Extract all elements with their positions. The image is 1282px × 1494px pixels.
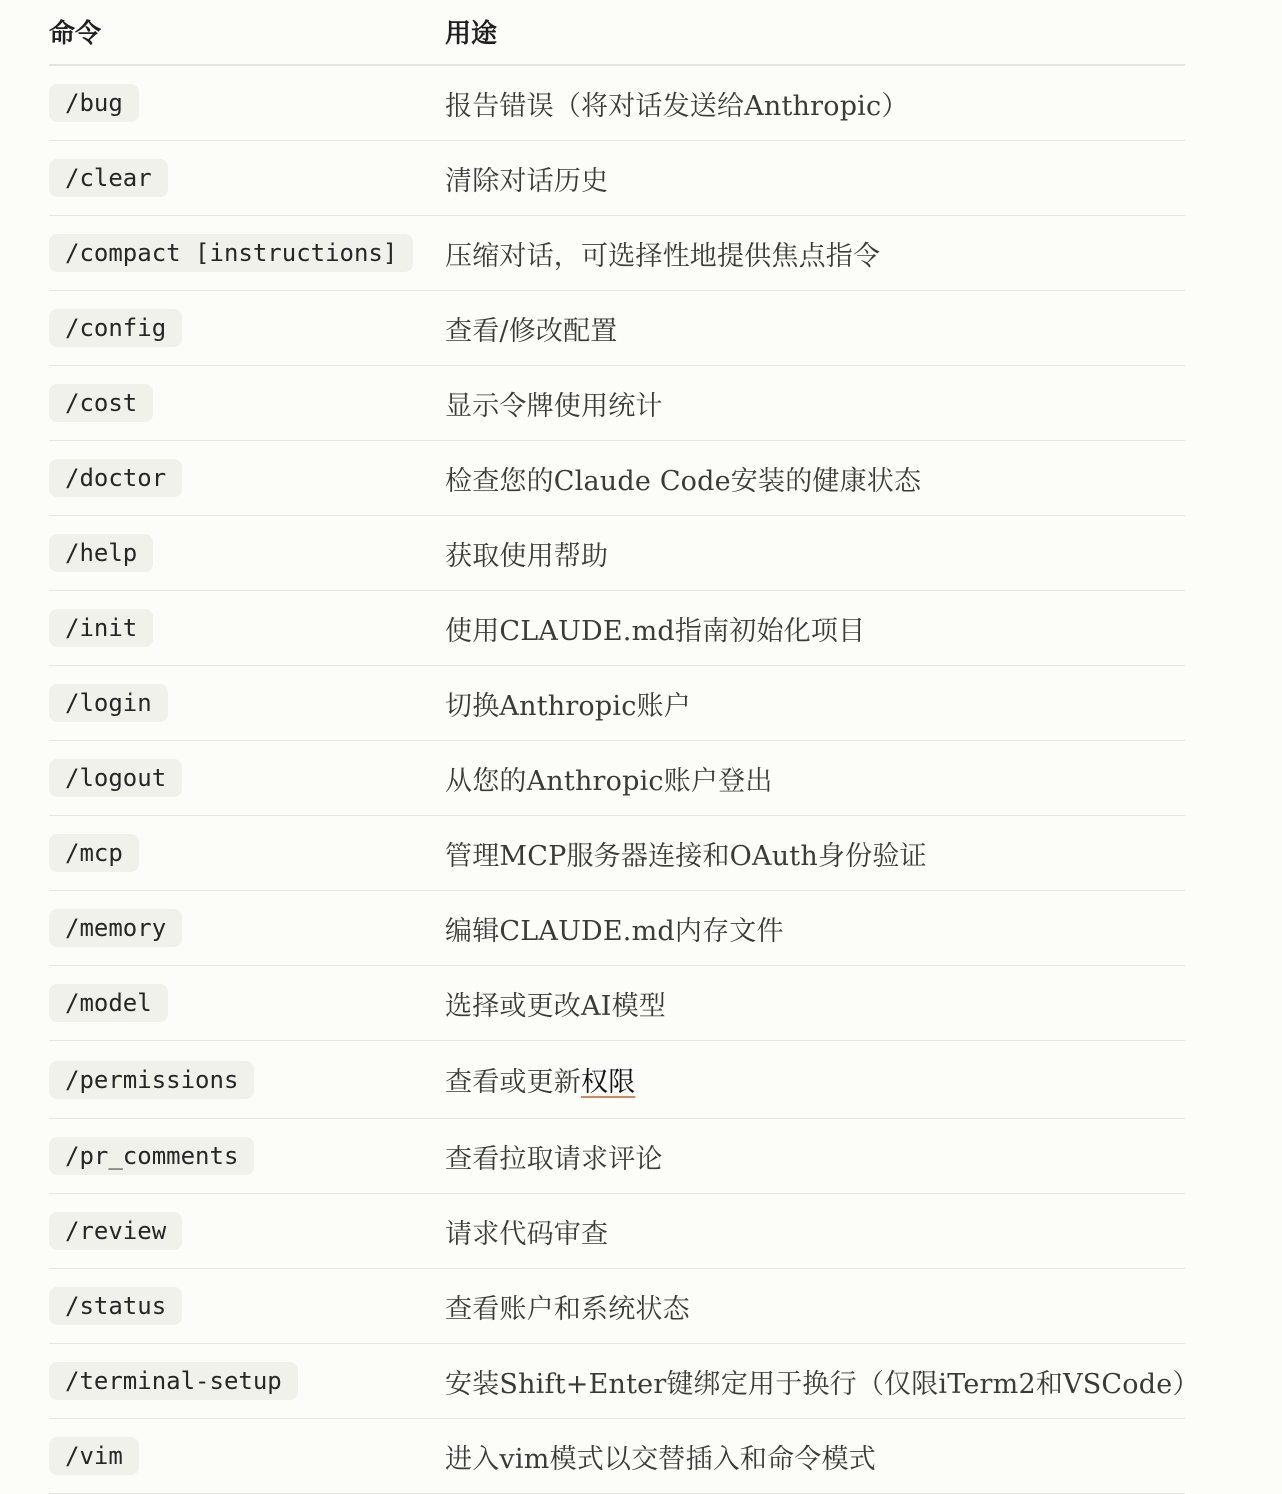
command-usage: 检查您的Claude Code安装的健康状态 [445,465,922,497]
command-code: /permissions [49,1061,254,1099]
header-command: 命令 [49,18,102,49]
commands-table [49,0,1200,1494]
table-row [49,591,1185,666]
command-usage: 从您的Anthropic账户登出 [445,765,773,797]
table-row [49,1041,1185,1119]
command-usage: 管理MCP服务器连接和OAuth身份验证 [445,840,927,872]
command-code: /config [49,309,182,347]
table-row [49,366,1185,441]
command-usage: 清除对话历史 [445,165,609,197]
table-row [49,966,1185,1041]
table-row [49,816,1185,891]
table-row [49,1344,1200,1419]
command-usage: 安装Shift+Enter键绑定用于换行（仅限iTerm2和VSCode） [445,1368,1200,1400]
command-code: /clear [49,159,168,197]
table-row [49,66,1185,141]
table-row [49,1419,1185,1494]
command-usage: 请求代码审查 [445,1218,609,1250]
command-code: /mcp [49,834,139,872]
command-usage: 报告错误（将对话发送给Anthropic） [445,90,909,122]
command-usage: 查看/修改配置 [445,315,618,347]
command-code: /review [49,1212,182,1250]
table-row [49,291,1185,366]
table-row [49,741,1185,816]
table-row [49,141,1185,216]
command-usage: 获取使用帮助 [445,540,609,572]
table-row [49,891,1185,966]
table-row [49,1194,1185,1269]
command-code: /doctor [49,459,182,497]
command-code: /compact [instructions] [49,234,413,272]
command-usage: 进入vim模式以交替插入和命令模式 [445,1443,876,1475]
usage-text: 查看或更新 [445,1067,581,1098]
command-usage: 编辑CLAUDE.md内存文件 [445,915,784,947]
command-code: /vim [49,1437,139,1475]
command-code: /terminal-setup [49,1362,298,1400]
table-row [49,1119,1185,1194]
command-code: /pr_comments [49,1137,254,1175]
command-usage: 切换Anthropic账户 [445,690,691,722]
command-usage [445,1060,1185,1099]
table-row [49,516,1185,591]
command-code: /bug [49,84,139,122]
command-code: /memory [49,909,182,947]
command-code: /login [49,684,168,722]
table-row [49,441,1185,516]
table-row [49,1269,1185,1344]
command-code: /status [49,1287,182,1325]
command-code: /cost [49,384,153,422]
table-row [49,216,1185,291]
command-usage: 选择或更改AI模型 [445,990,666,1022]
command-code: /model [49,984,168,1022]
command-usage: 查看拉取请求评论 [445,1143,663,1175]
command-code: /init [49,609,153,647]
command-usage: 查看账户和系统状态 [445,1293,690,1325]
command-usage: 使用CLAUDE.md指南初始化项目 [445,615,866,647]
header-usage: 用途 [445,18,498,49]
command-code: /logout [49,759,182,797]
command-usage: 压缩对话，可选择性地提供焦点指令 [445,240,881,272]
permissions-link[interactable]: 权限 [581,1067,636,1098]
table-row [49,666,1185,741]
command-code: /help [49,534,153,572]
command-usage: 显示令牌使用统计 [445,390,663,422]
table-header [49,0,1185,66]
